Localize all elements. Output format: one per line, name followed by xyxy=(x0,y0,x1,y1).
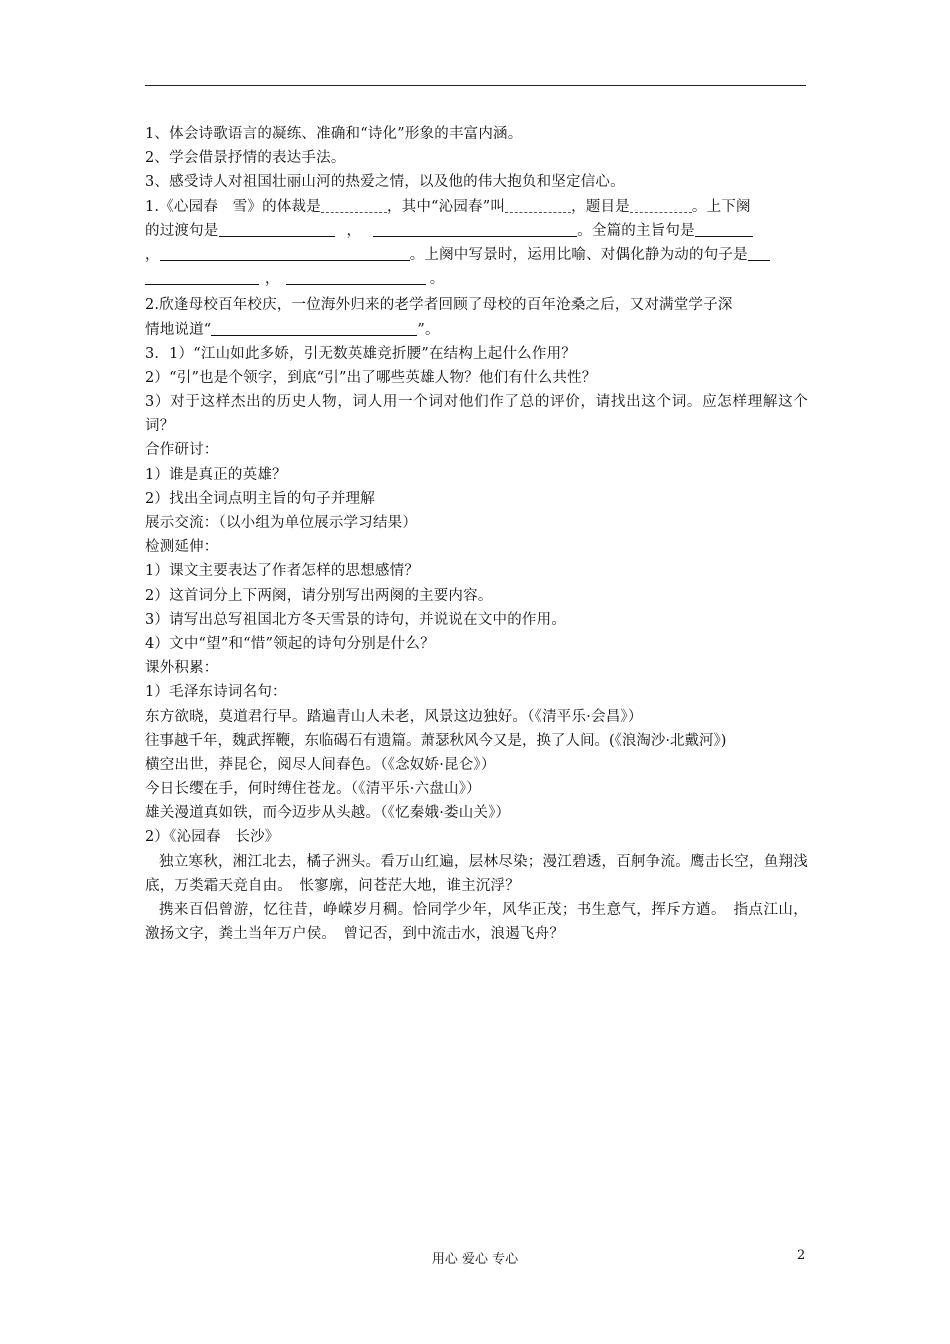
extension-item-3: 3）请写出总写祖国北方冬天雪景的诗句，并说说在文中的作用。 xyxy=(145,611,567,628)
question-1-line-3 xyxy=(145,243,808,267)
genre-blank[interactable] xyxy=(321,197,387,213)
extension-heading: 检测延伸： xyxy=(145,539,219,556)
quote-blank[interactable] xyxy=(211,320,417,336)
quote-4: 今日长缨在手，何时缚住苍龙。（《清平乐·六盘山》） xyxy=(145,781,481,798)
q2-text-c: ”。 xyxy=(417,321,440,338)
quote-2: 往事越千年，魏武挥鞭，东临碣石有遗篇。萧瑟秋风今又是，换了人间。(《浪淘沙·北戴河》) xyxy=(145,732,727,749)
question-1-line-4 xyxy=(145,267,808,291)
q1-text-j: ， xyxy=(265,271,280,288)
q1-text-k: 。 xyxy=(429,271,445,288)
question-3-2: 2）“引”也是个领字，到底“引”出了哪些英雄人物？他们有什么共性？ xyxy=(145,369,597,386)
question-1-line-1 xyxy=(145,195,808,219)
q1-text-e: 的过渡句是 xyxy=(145,222,219,239)
question-3-3: 3）对于这样杰出的历史人物，词人用一个词对他们作了总的评价，请找出这个词。应怎样理解这个词？ xyxy=(145,394,808,435)
page-number: 2 xyxy=(797,1248,806,1263)
objective-1: 1、体会诗歌语言的凝练、准确和“诗化”形象的丰富内涵。 xyxy=(145,126,523,142)
cooperation-item-1: 1）谁是真正的英雄？ xyxy=(145,466,287,483)
theme-blank-2[interactable] xyxy=(160,245,410,261)
extension-item-2: 2）这首词分上下两阕，请分别写出两阕的主要内容。 xyxy=(145,587,493,604)
q1-text-d: 。上下阕 xyxy=(691,198,751,215)
transition-blank-1[interactable] xyxy=(219,221,335,237)
quote-3: 横空出世，莽昆仑，阅尽人间春色。（《念奴娇·昆仑》） xyxy=(145,756,496,773)
showcase-line: 展示交流：（以小组为单位展示学习结果） xyxy=(145,515,418,532)
q1-text-f: ， xyxy=(346,222,362,239)
cooperation-heading: 合作研讨： xyxy=(145,442,219,459)
extra-heading: 课外积累： xyxy=(145,660,219,677)
question-2-line-2 xyxy=(145,318,808,342)
poem-stanza-2: 携来百侣曾游，忆往昔，峥嵘岁月稠。恰同学少年，风华正茂；书生意气，挥斥方遒。 指点江山，激扬文字，粪土当年万户侯。 曾记否，到中流击水，浪遏飞舟？ xyxy=(145,902,808,943)
scenery-blank-2[interactable] xyxy=(286,269,426,285)
extra-subheading-1: 1）毛泽东诗词名句： xyxy=(145,684,287,701)
question-3-1: 3．1）“江山如此多娇，引无数英雄竞折腰”在结构上起什么作用？ xyxy=(145,345,576,362)
header-rule xyxy=(145,85,806,86)
q1-text-i: 。上阕中写景时，运用比喻、对偶化静为动的句子是 xyxy=(409,246,748,263)
scenery-blank-1b[interactable] xyxy=(145,269,259,285)
poem-stanza-1: 独立寒秋，湘江北去，橘子洲头。看万山红遍，层林尽染；漫江碧透，百舸争流。鹰击长空，鱼翔浅底，万类霜天竞自由。 怅寥廓，问苍茫大地，谁主沉浮？ xyxy=(145,853,808,894)
worksheet-body xyxy=(145,122,808,946)
cipai-blank[interactable] xyxy=(505,197,571,213)
objective-2: 2、学会借景抒情的表达手法。 xyxy=(145,150,346,167)
extension-item-4: 4）文中“望”和“惜”领起的诗句分别是什么？ xyxy=(145,635,435,652)
objective-3: 3、感受诗人对祖国壮丽山河的热爱之情，以及他的伟大抱负和坚定信心。 xyxy=(145,174,625,191)
question-1-line-2 xyxy=(145,219,808,243)
q1-text-g: 。全篇的主旨句是 xyxy=(577,222,695,239)
footer-motto: 用心 爱心 专心 xyxy=(431,1252,519,1267)
theme-blank-1[interactable] xyxy=(695,221,753,237)
q2-text-b: 情地说道“ xyxy=(145,321,212,338)
quote-1: 东方欲晓，莫道君行早。踏遍青山人未老，风景这边独好。（《清平乐·会昌》） xyxy=(145,708,643,725)
title-blank[interactable] xyxy=(630,197,692,213)
quote-5: 雄关漫道真如铁，而今迈步从头越。（《忆秦娥·娄山关》） xyxy=(145,805,511,822)
q1-text-h: ， xyxy=(145,246,160,263)
q1-text-b: ，其中“沁园春”叫 xyxy=(386,198,506,215)
q1-text-c: ，题目是 xyxy=(571,198,630,215)
transition-blank-2[interactable] xyxy=(373,221,577,237)
extra-subheading-2: 2）《沁园春 长沙》 xyxy=(145,829,280,846)
question-2-line-1: 2.欣逢母校百年校庆，一位海外归来的老学者回顾了母校的百年沧桑之后，又对满堂学子深 xyxy=(145,297,733,314)
cooperation-item-2: 2）找出全词点明主旨的句子并理解 xyxy=(145,490,375,507)
scenery-blank-1a[interactable] xyxy=(748,245,770,261)
page-footer xyxy=(0,1248,950,1268)
extension-item-1: 1）课文主要表达了作者怎样的思想感情？ xyxy=(145,563,420,580)
q1-text-a: 1.《心园春 雪》的体裁是 xyxy=(145,198,321,215)
